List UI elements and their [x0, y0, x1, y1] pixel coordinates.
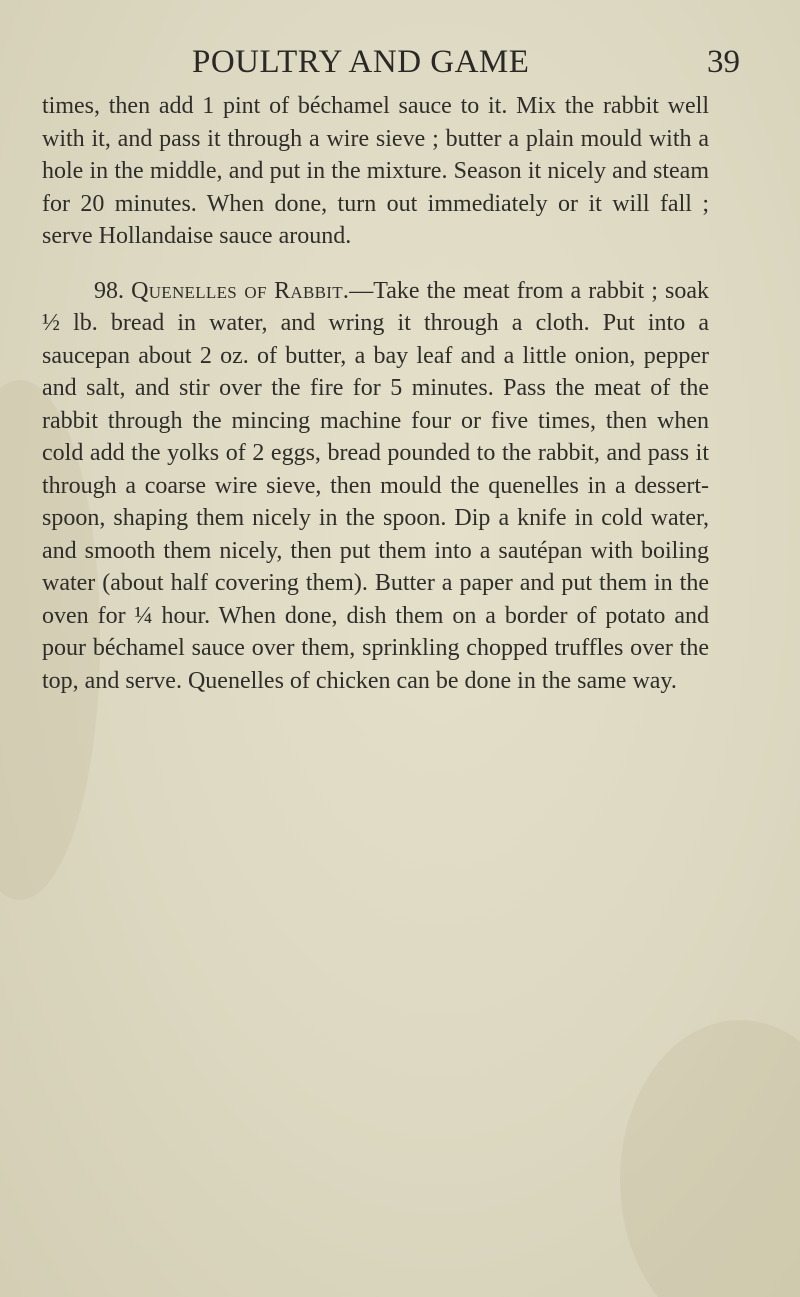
recipe-98 [42, 275, 709, 698]
body-text [42, 90, 709, 697]
running-head [40, 38, 740, 86]
recipe-number: 98. [94, 277, 124, 304]
recipe-title: Quenelles of Rabbit. [131, 277, 350, 304]
paragraph-continuation: times, then add 1 pint of béchamel sauce to it. Mix the rabbit well with it, and pass it through a wire sieve ; butter a plain mould with a hole in the middle, and put in the mixture. Season it nicely and steam for 20 minutes. When done, turn out immediately or it will fall ; serve Hollandaise sauce around. [42, 93, 709, 249]
page-number: 39 [707, 44, 740, 80]
recipe-text: —Take the meat from a rabbit ; soak ½ lb. bread in water, and wring it through a cloth. Put into a saucepan about 2 oz. of butter, a bay leaf and a little onion, pepper and salt, and stir over the fire for 5 minutes. Pass the meat of the rabbit through the mincing machine four or five times, then when cold add the yolks of 2 eggs, bread pounded to the rabbit, and pass it through a coarse wire sieve, then mould the quenelles in a dessert-spoon, shaping them nicely in the spoon. Dip a knife in cold water, and smooth them nicely, then put them into a sautépan with boiling water (about half covering them). Butter a paper and put them in the oven for ¼ hour. When done, dish them on a border of potato and pour béchamel sauce over them, sprinkling chopped truffles over the top, and serve. Quenelles of chicken can be done in the same way. [42, 277, 709, 694]
paper-stain [620, 1020, 800, 1297]
page-title: POULTRY AND GAME [192, 44, 530, 80]
